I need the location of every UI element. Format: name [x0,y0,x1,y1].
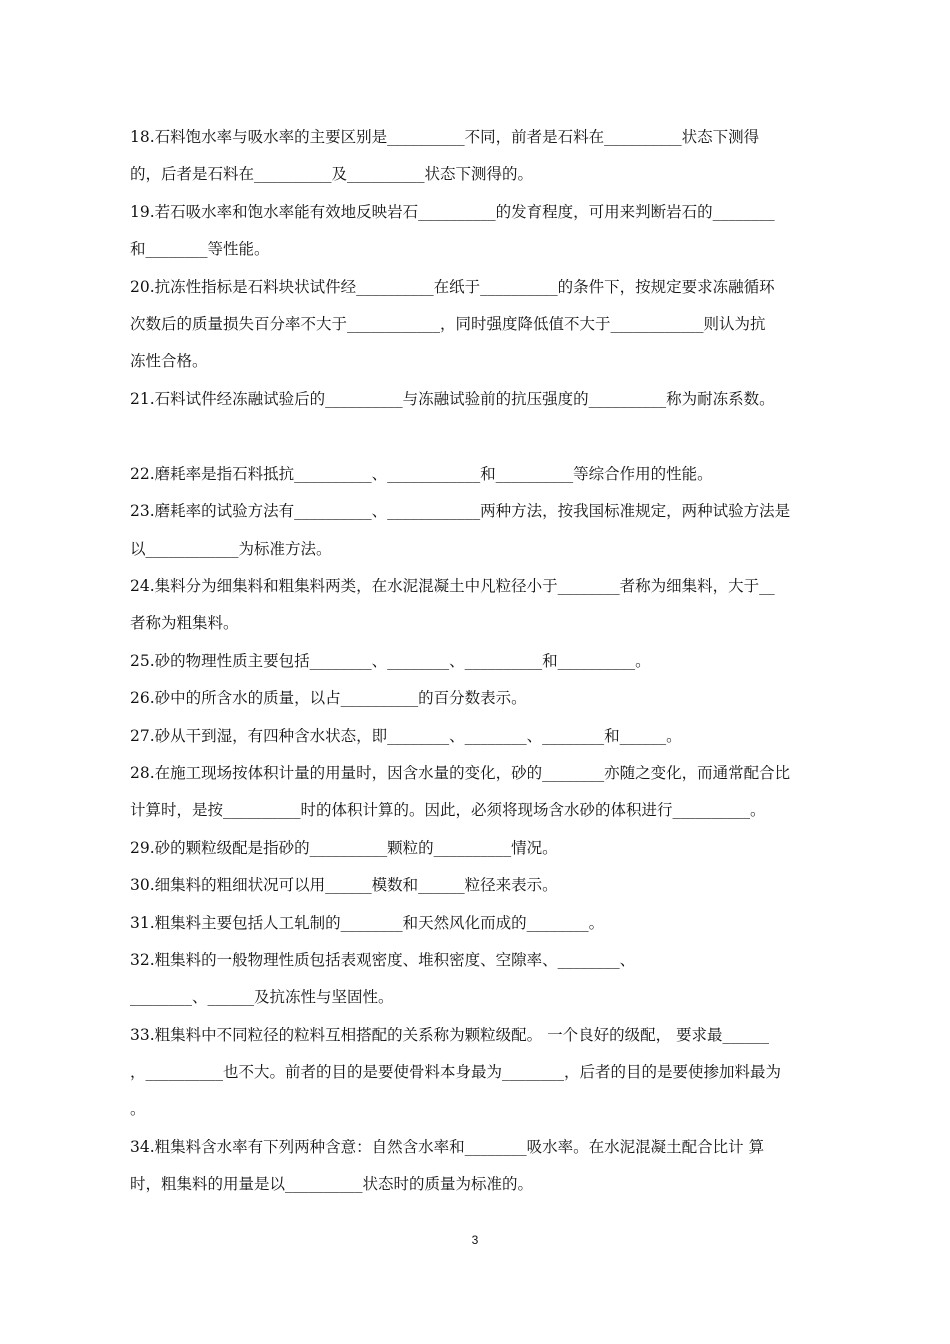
text-line: 32.粗集料的一般物理性质包括表观密度、堆积密度、空隙率、________、 [130,951,636,969]
text-line: 的，后者是石料在__________及__________状态下测得的。 [130,165,534,183]
text-line: 冻性合格。 [130,352,208,370]
text-line: 计算时，是按__________时的体积计算的。因此，必须将现场含水砂的体积进行__________。 [130,801,766,819]
text-line: 者称为粗集料。 [130,614,239,632]
text-line: 31.粗集料主要包括人工轧制的________和天然风化而成的________。 [130,914,605,932]
text-line: 。 [130,1100,146,1118]
text-line: 24.集料分为细集料和粗集料两类，在水泥混凝土中凡粒径小于________者称为细集料，大于__ [130,577,775,595]
text-line: 19.若石吸水率和饱水率能有效地反映岩石__________的发育程度，可用来判断岩石的________ [130,203,775,221]
text-line: 26.砂中的所含水的质量，以占__________的百分数表示。 [130,689,527,707]
text-line: 34.粗集料含水率有下列两种含意：自然含水率和________吸水率。在水泥混凝土配合比计 算 [130,1138,765,1156]
text-line: 21.石料试件经冻融试验后的__________与冻融试验前的抗压强度的__________称为耐冻系数。 [130,390,775,408]
text-line: 28.在施工现场按体积计量的用量时，因含水量的变化，砂的________亦随之变化，而通常配合比 [130,764,791,782]
text-line: 22.磨耗率是指石料抵抗__________、____________和__________等综合作用的性能。 [130,465,713,483]
text-line: 和________等性能。 [130,240,270,258]
text-line: ，__________也不大。前者的目的是要使骨料本身最为________，后者的目的是要使掺加料最为 [130,1063,782,1081]
text-line: 次数后的质量损失百分率不大于____________，同时强度降低值不大于____________则认为抗 [130,315,766,333]
text-line: 29.砂的颗粒级配是指砂的__________颗粒的__________情况。 [130,839,558,857]
text-line: 27.砂从干到湿，有四种含水状态，即________、________、________和______。 [130,727,682,745]
text-line: 时，粗集料的用量是以__________状态时的质量为标准的。 [130,1175,534,1193]
text-line: 30.细集料的粗细状况可以用______模数和______粒径来表示。 [130,876,558,894]
text-line: 23.磨耗率的试验方法有__________、____________两种方法，按我国标准规定，两种试验方法是 [130,502,791,520]
text-line: 33.粗集料中不同粒径的粒料互相搭配的关系称为颗粒级配。 一个良好的级配， 要求最______ [130,1026,770,1044]
text-line: 18.石料饱水率与吸水率的主要区别是__________不同，前者是石料在__________状态下测得 [130,128,760,146]
page-number: 3 [471,1233,479,1247]
text-line: 20.抗冻性指标是石料块状试件经__________在纸于__________的条件下，按规定要求冻融循环 [130,278,775,296]
text-line: 25.砂的物理性质主要包括________、________、__________和__________。 [130,652,651,670]
text-line: ________、______及抗冻性与坚固性。 [130,988,394,1006]
text-line: 以____________为标准方法。 [130,540,332,558]
